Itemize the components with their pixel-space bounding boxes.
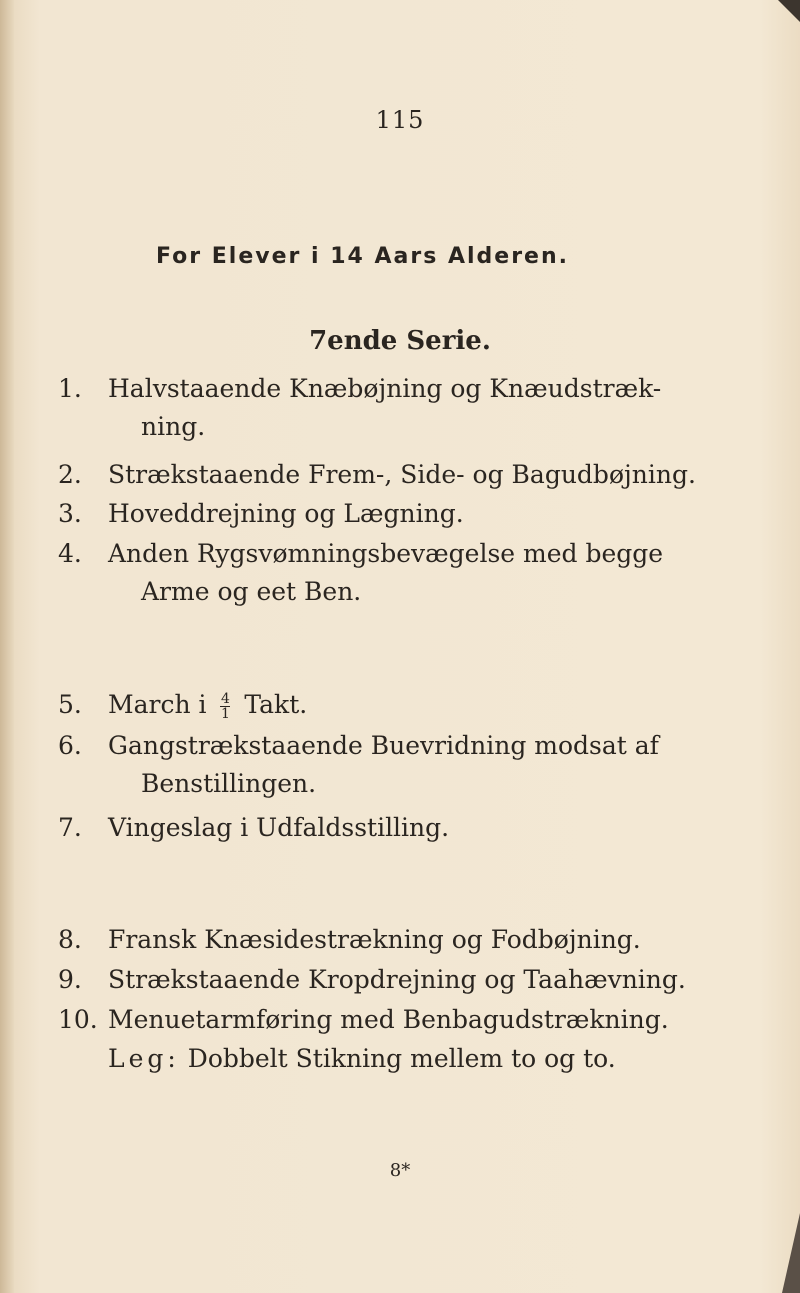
signature-mark: 8* bbox=[389, 1160, 411, 1181]
leg-label: Leg: bbox=[108, 1044, 180, 1073]
page-number: 115 bbox=[375, 106, 425, 134]
page-corner-top bbox=[778, 0, 800, 22]
item-number: 2. bbox=[58, 460, 82, 489]
item-text-continued: Benstillingen. bbox=[141, 769, 317, 798]
item-text: Strækstaaende Kropdrejning og Taahævning. bbox=[108, 965, 686, 994]
item-number: 10. bbox=[58, 1005, 98, 1034]
page-binding-edge bbox=[0, 0, 14, 1293]
section-heading: For Elever i 14 Aars Alderen. bbox=[156, 244, 569, 269]
leg-text: Dobbelt Stikning mellem to og to. bbox=[187, 1044, 616, 1073]
leg-line bbox=[108, 1040, 616, 1078]
item-number: 8. bbox=[58, 925, 82, 954]
item-text-pre: March i bbox=[108, 690, 207, 719]
item-text: Fransk Knæsidestrækning og Fodbøjning. bbox=[108, 925, 641, 954]
item-text: Hoveddrejning og Lægning. bbox=[108, 499, 464, 528]
item-text: Anden Rygsvømningsbevægelse med begge bbox=[108, 539, 664, 568]
item-text-continued: Arme og eet Ben. bbox=[141, 577, 362, 606]
item-number: 9. bbox=[58, 965, 82, 994]
item-text bbox=[108, 686, 708, 724]
fraction-numerator: 4 bbox=[220, 691, 230, 707]
item-number: 3. bbox=[58, 499, 82, 528]
item-text: Menuetarmføring med Benbagudstrækning. bbox=[108, 1005, 669, 1034]
page-corner-bottom bbox=[782, 1213, 800, 1293]
item-text: Vingeslag i Udfaldsstilling. bbox=[108, 813, 450, 842]
time-signature-fraction bbox=[220, 693, 230, 720]
item-number: 5. bbox=[58, 690, 82, 719]
item-number: 6. bbox=[58, 731, 82, 760]
item-number: 1. bbox=[58, 374, 82, 403]
item-text-post: Takt. bbox=[244, 690, 308, 719]
fraction-denominator: 1 bbox=[220, 706, 230, 722]
item-text: Halvstaaende Knæbøjning og Knæudstræk- bbox=[108, 374, 662, 403]
item-text: Gangstrækstaaende Buevridning modsat af bbox=[108, 731, 659, 760]
item-text-continued: ning. bbox=[141, 412, 206, 441]
item-number: 4. bbox=[58, 539, 82, 568]
item-text: Strækstaaende Frem-, Side- og Bagudbøjning. bbox=[108, 460, 696, 489]
item-number: 7. bbox=[58, 813, 82, 842]
series-title: 7ende Serie. bbox=[309, 326, 491, 356]
